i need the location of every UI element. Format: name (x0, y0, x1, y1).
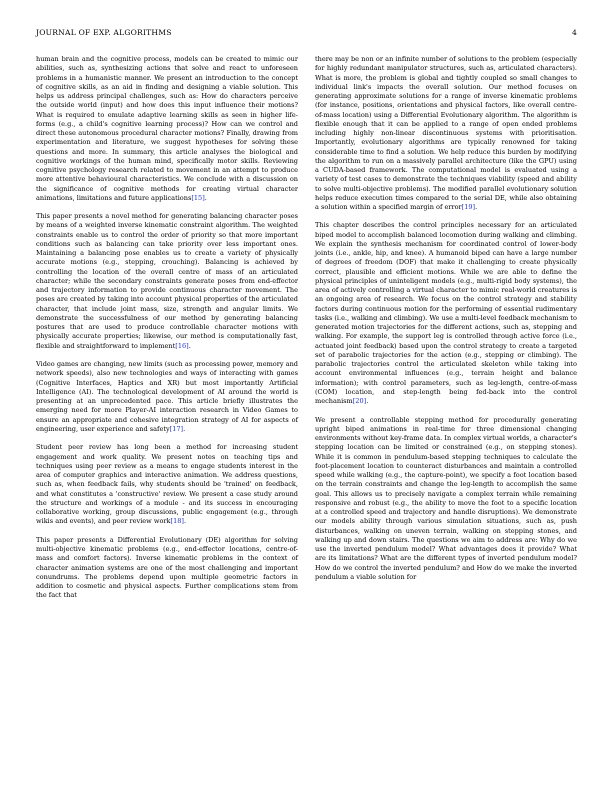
paragraph: This paper presents a novel method for generating balancing character poses by means of a weighted inverse kinematic constraint algorithm. The weighted constraints enable us to control the order of priority so that more important conditions such as balancing can take priority over less important ones. Maintaining a balancing pose enables us to create a variety of physically accurate motions (e.g., stepping, crouching). Balancing is achieved by controlling the location of the overall centre of mass of an articulated character; while the secondary constraints generate poses from end-effector and trajectory information to provide continuous character movement. The poses are created by taking into account physical properties of the articulated character, that include joint mass, size, strength and angular limits. We demonstrate the successfulness of our method by generating balancing postures that are used to produce controllable character motions with physically accurate properties; likewise, our method is computationally fast, flexible and straightforward to implement[16]. (36, 212, 298, 350)
citation-link[interactable]: [16] (175, 341, 189, 350)
left-column (36, 55, 298, 610)
journal-title: JOURNAL OF EXP. ALGORITHMS (36, 28, 172, 37)
paragraph: Video games are changing, new limits (such as processing power, memory and network speeds), also new technologies and ways of interacting with games (Cognitive Interfaces, Haptics and XR) but most importantly Artificial Intelligence (AI). The technological development of AI around the world is presenting at an unprecedented pace. This article briefly illustrates the emerging need for more Player-AI interaction research in Video Games to ensure an appropriate and cohesive integration strategy of AI for aspects of engineering, user experience and safety[17]. (36, 360, 298, 433)
citation-link[interactable]: [18] (170, 517, 184, 526)
paragraph: This chapter describes the control principles necessary for an articulated biped model to accomplish balanced locomotion during walking and climbing. We explain the synthesis mechanism for coordinated control of lower-body joints (i.e., ankle, hip, and knee). A humanoid biped can have a large number of degrees of freedom (DOF) that make it challenging to create physically correct, plausible and efficient motions. While we are able to define the physical principles of uninteligent models (e.g., multi-rigid body systems), the area of actively controlling a virtual character to mimic real-world creatures is an ongoing area of research. We focus on the control strategy and stability factors during continuous motion for the performing of essential rudimentary tasks (i.e., walking and climbing). We use a multi-level feedback mechanism to generated motion trajectories for the different actions, such as, stepping and walking. For example, the support leg is controlled through active force (i.e., actuated joint feedback) based upon the control strategy to create a targeted set of parabolic trajectories for the action (e.g., stepping or climbing). The parabolic trajectories control the articulated skeleton while taking into account environmental influences (e.g., terrain height and balance information); with control parameters, such as leg-length, centre-of-mass (COM) location, and step-length being fed-back into the control mechanism[20]. (315, 221, 577, 406)
paragraph: human brain and the cognitive process, models can be created to mimic our abilities, such as, synthesizing actions that solve and react to unforeseen problems in a humanistic manner. We present an introduction to the concept of cognitive skills, as an aid in finding and designing a viable solution. This helps us address principal challenges, such as: How do characters perceive the outside world (input) and how does this input influence their motions? What is required to emulate adaptive learning skills as seen in higher life-forms (e.g., a child's cognitive learning process)? How can we control and direct these autonomous procedural character motions? Finally, drawing from experimentation and literature, we suggest hypotheses for solving these questions and more. In summary, this article analyses the biological and cognitive workings of the human mind, specifically motor skills. Reviewing cognitive psychology research related to movement in an attempt to produce more attentive behavioural characteristics. We conclude with a discussion on the significance of cognitive methods for creating virtual character animations, limitations and future applications[15]. (36, 55, 298, 202)
page-number: 4 (571, 28, 577, 37)
running-header (36, 28, 577, 40)
citation-link[interactable]: [17] (169, 424, 184, 433)
right-column (315, 55, 577, 591)
citation-link[interactable]: [15] (191, 193, 205, 202)
paragraph: We present a controllable stepping method for procedurally generating upright biped animations in real-time for three dimensional changing environments without key-frame data. In complex virtual worlds, a character's stepping location can be limited or constrained (e.g., on stepping stones). While it is common in pendulum-based stepping techniques to calculate the foot-placement location to counteract disturbances and maintain a controlled speed while walking (e.g., the capture-point), we specify a foot location based on the terrain constraints and change the leg-length to accomplish the same goal. This allows us to precisely navigate a complex terrain while remaining responsive and robust (e.g., the ability to move the foot to a specific location at a controlled speed and trajectory and handle disruptions). We demonstrate our models ability through various simulation situations, such as, push disturbances, walking on uneven terrain, walking on stepping stones, and walking up and down stairs. The questions we aim to address are: Why do we use the inverted pendulum model? What advantages does it provide? What are its limitations? What are the different types of inverted pendulum model? How do we control the inverted pendulum? and How do we make the inverted pendulum a viable solution for (315, 415, 577, 581)
paragraph: Student peer review has long been a method for increasing student engagement and work quality. We present notes on teaching tips and techniques using peer review as a means to engage students interest in the area of computer graphics and interactive animation. We address questions, such as, when feedback fails, why students should be 'trained' on feedback, and what constitutes a 'constructive' review. We present a case study around the structure and workings of a module - and its success in encouraging collaborative working, group discussions, public engagement (e.g., through wikis and events), and peer review work[18]. (36, 443, 298, 526)
citation-link[interactable]: [19] (461, 203, 476, 211)
paragraph: there may be non or an infinite number of solutions to the problem (especially for highly redundant manipulator structures, such as, articulated characters). What is more, the problem is global and tightly coupled so small changes to individual link's impacts the overall solution. Our method focuses on generating approximate solutions for a range of inverse kinematic problems (for instance, positions, orientations and physical factors, like overall centre-of-mass location) using a Differential Evolutionary algorithm. The algorithm is flexible enough that it can be applied to a range of open ended problems including highly non-linear discontinuous systems with prioritisation. Importantly, evolutionary algorithms are typically renowned for taking considerable time to find a solution. We help reduce this burden by modifying the algorithm to run on a massively parallel architecture (like the GPU) using a CUDA-based framework. The computational model is evaluated using a variety of test cases to demonstrate the techniques viability (speed and ability to solve multi-objective problems). The modified parallel evolutionary solution helps reduce execution times compared to the serial DE, while also obtaining a solution within a specified margin of error[19]. (315, 55, 577, 211)
citation-link[interactable]: [20] (352, 397, 367, 406)
paragraph: This paper presents a Differential Evolutionary (DE) algorithm for solving multi-objective kinematic problems (e.g., end-effector locations, centre-of-mass and comfort factors). Inverse kinematic problems in the context of character animation systems are one of the most challenging and important conundrums. The problems depend upon multiple geometric factors in addition to cosmetic and physical aspects. Further complications stem from the fact that (36, 535, 298, 600)
